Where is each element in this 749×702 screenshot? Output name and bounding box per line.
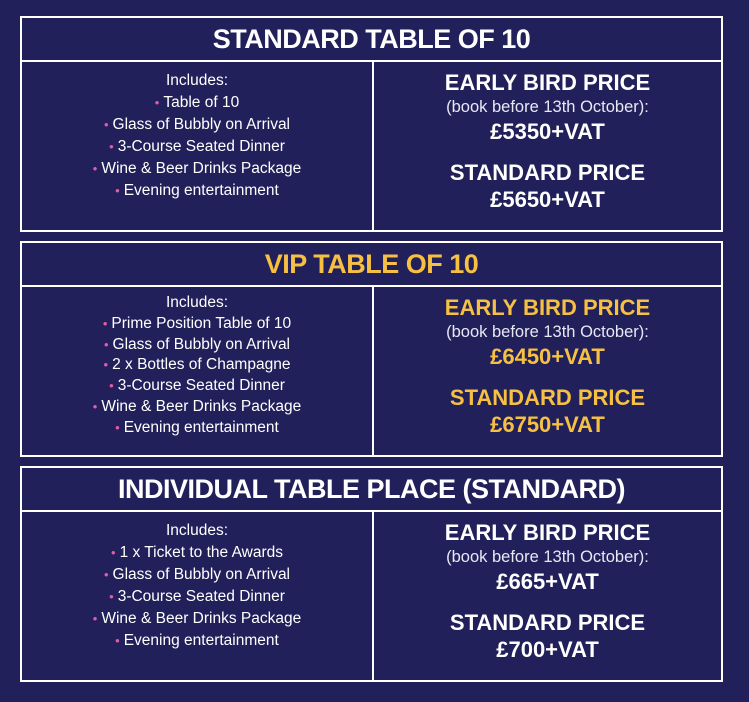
feature-text: Glass of Bubbly on Arrival bbox=[112, 566, 291, 583]
list-item bbox=[22, 376, 372, 397]
bullet-icon: • bbox=[109, 378, 114, 394]
standard-price-label: STANDARD PRICE bbox=[449, 385, 646, 410]
feature-text: 3-Course Seated Dinner bbox=[117, 138, 285, 155]
feature-list bbox=[22, 542, 372, 652]
feature-text: Glass of Bubbly on Arrival bbox=[112, 116, 291, 133]
early-bird-label: EARLY BIRD PRICE bbox=[444, 70, 651, 95]
bullet-icon: • bbox=[109, 139, 114, 154]
bullet-icon: • bbox=[103, 357, 109, 373]
bullet-icon: • bbox=[111, 545, 116, 560]
bullet-icon: • bbox=[103, 117, 109, 132]
feature-text: Table of 10 bbox=[163, 94, 240, 111]
vip-table-panel bbox=[20, 241, 723, 457]
list-item bbox=[22, 564, 372, 586]
pricing-column bbox=[374, 62, 721, 230]
list-item bbox=[22, 586, 372, 608]
bullet-icon: • bbox=[154, 95, 160, 110]
feature-text: Evening entertainment bbox=[123, 182, 279, 199]
early-bird-label: EARLY BIRD PRICE bbox=[444, 520, 651, 545]
early-bird-note: (book before 13th October): bbox=[446, 548, 649, 566]
bullet-icon: • bbox=[92, 398, 98, 414]
feature-list bbox=[22, 92, 372, 202]
standard-price: £6750+VAT bbox=[490, 412, 605, 437]
standard-price: £5650+VAT bbox=[490, 187, 605, 212]
pricing-column bbox=[374, 287, 721, 455]
includes-label: Includes: bbox=[165, 294, 229, 311]
list-item bbox=[22, 418, 372, 439]
list-item bbox=[22, 397, 372, 418]
standard-table-panel bbox=[20, 16, 723, 232]
bullet-icon: • bbox=[92, 161, 98, 176]
list-item bbox=[22, 114, 372, 136]
feature-text: Glass of Bubbly on Arrival bbox=[112, 335, 291, 353]
feature-text: Evening entertainment bbox=[123, 632, 279, 649]
includes-column bbox=[22, 287, 374, 455]
bullet-icon: • bbox=[103, 336, 109, 352]
list-item bbox=[22, 608, 372, 630]
feature-list bbox=[22, 314, 372, 439]
early-bird-label: EARLY BIRD PRICE bbox=[444, 295, 651, 320]
list-item bbox=[22, 542, 372, 564]
feature-text: Wine & Beer Drinks Package bbox=[101, 160, 302, 177]
bullet-icon: • bbox=[115, 419, 120, 435]
includes-column bbox=[22, 512, 374, 680]
list-item bbox=[22, 136, 372, 158]
list-item bbox=[22, 630, 372, 652]
list-item bbox=[22, 314, 372, 335]
bullet-icon: • bbox=[103, 567, 109, 582]
bullet-icon: • bbox=[115, 183, 120, 198]
pricing-column bbox=[374, 512, 721, 680]
includes-column bbox=[22, 62, 374, 230]
includes-label: Includes: bbox=[165, 72, 229, 89]
list-item bbox=[22, 158, 372, 180]
panel-title: INDIVIDUAL TABLE PLACE (STANDARD) bbox=[22, 468, 721, 512]
panel-title: VIP TABLE OF 10 bbox=[22, 243, 721, 287]
list-item bbox=[22, 92, 372, 114]
standard-price-label: STANDARD PRICE bbox=[449, 160, 646, 185]
feature-text: 3-Course Seated Dinner bbox=[117, 377, 285, 395]
feature-text: Prime Position Table of 10 bbox=[111, 314, 292, 332]
bullet-icon: • bbox=[92, 611, 98, 626]
feature-text: Wine & Beer Drinks Package bbox=[101, 610, 302, 627]
feature-text: Evening entertainment bbox=[123, 418, 279, 436]
includes-label: Includes: bbox=[165, 522, 229, 539]
list-item bbox=[22, 180, 372, 202]
early-bird-note: (book before 13th October): bbox=[446, 98, 649, 116]
bullet-icon: • bbox=[109, 589, 114, 604]
individual-place-panel bbox=[20, 466, 723, 682]
list-item bbox=[22, 335, 372, 356]
panel-title: STANDARD TABLE OF 10 bbox=[22, 18, 721, 62]
early-bird-note: (book before 13th October): bbox=[446, 323, 649, 341]
bullet-icon: • bbox=[102, 315, 108, 331]
bullet-icon: • bbox=[115, 633, 120, 648]
standard-price: £700+VAT bbox=[496, 637, 599, 662]
list-item bbox=[22, 355, 372, 376]
standard-price-label: STANDARD PRICE bbox=[449, 610, 646, 635]
feature-text: Wine & Beer Drinks Package bbox=[101, 397, 302, 415]
feature-text: 2 x Bottles of Champagne bbox=[112, 356, 291, 374]
early-bird-price: £6450+VAT bbox=[490, 344, 605, 369]
early-bird-price: £665+VAT bbox=[496, 569, 599, 594]
feature-text: 3-Course Seated Dinner bbox=[117, 588, 285, 605]
early-bird-price: £5350+VAT bbox=[490, 119, 605, 144]
feature-text: 1 x Ticket to the Awards bbox=[119, 544, 283, 561]
